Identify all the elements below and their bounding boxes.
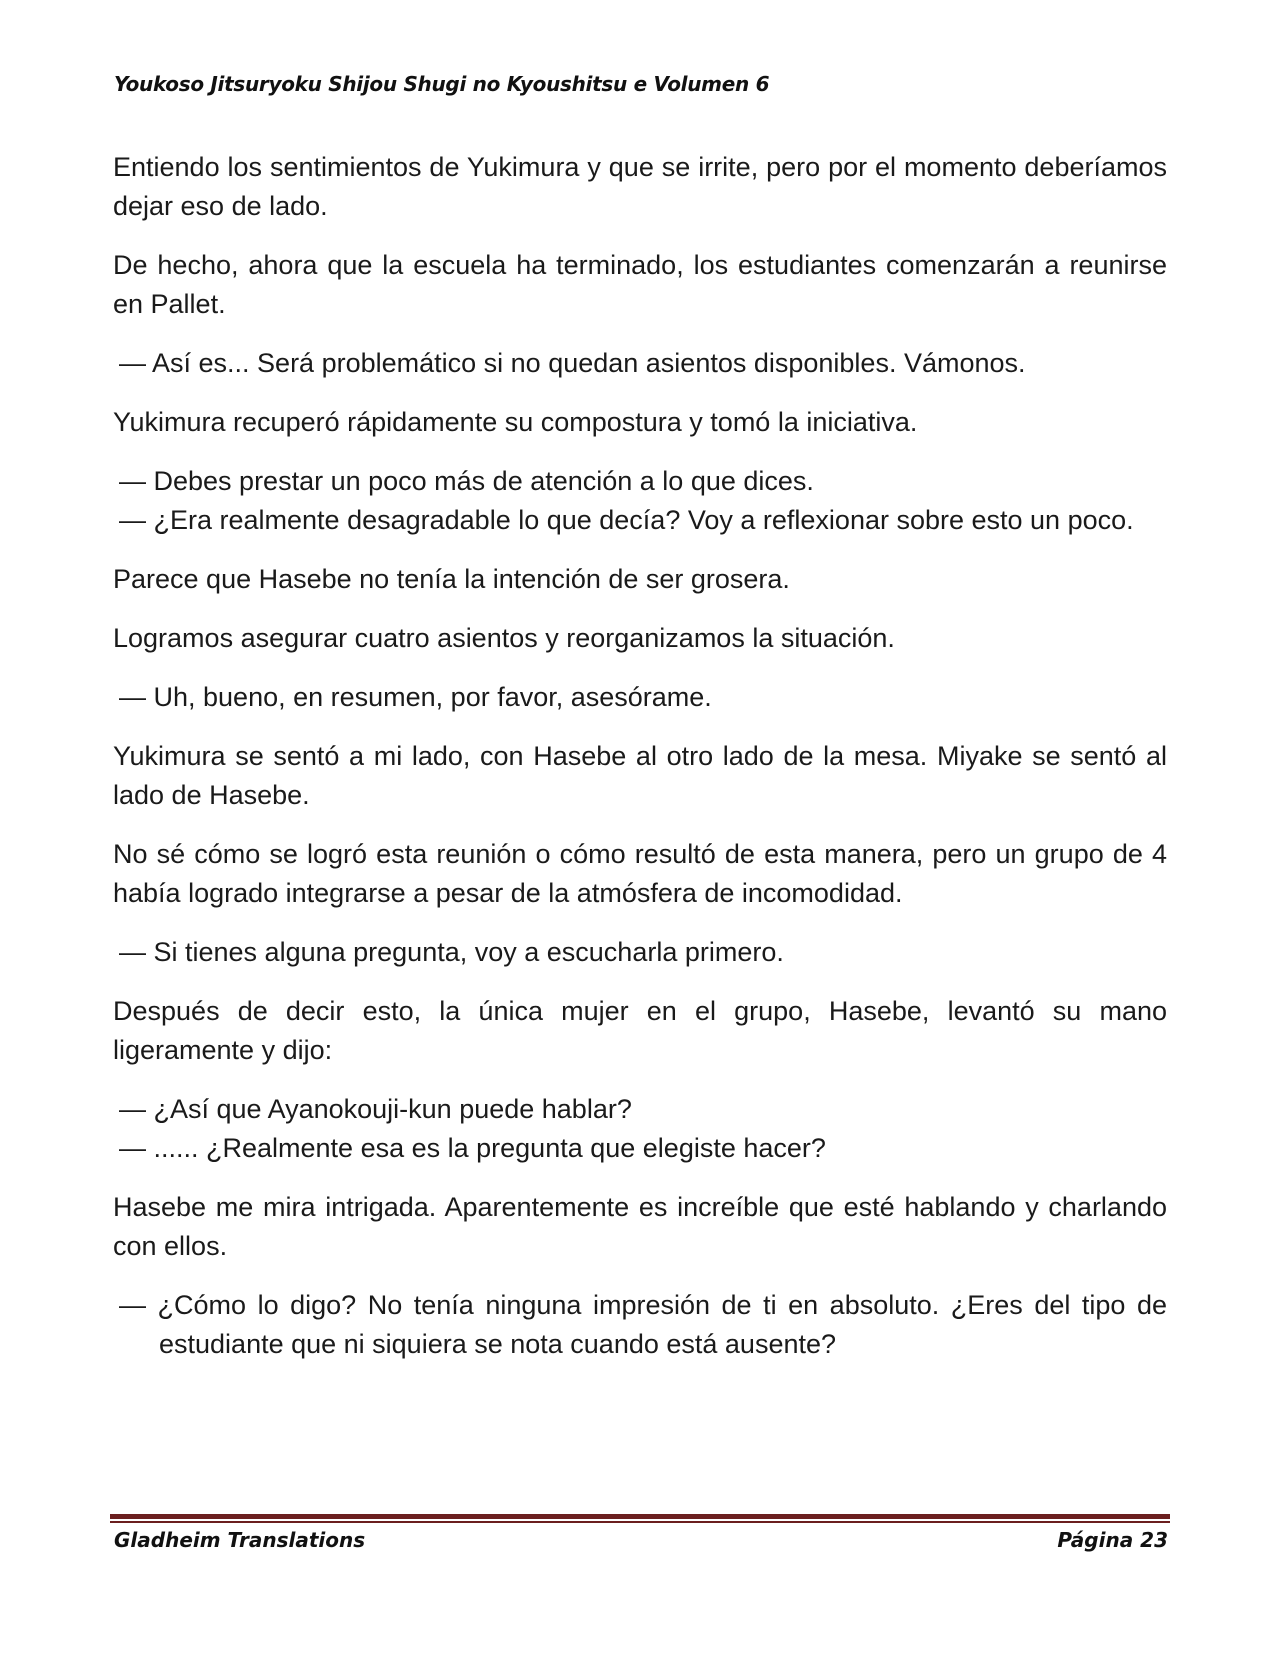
body-content [113,148,1167,1384]
paragraph: Parece que Hasebe no tenía la intención de ser grosera. [113,564,790,594]
paragraph: Hasebe me mira intrigada. Aparentemente es increíble que esté hablando y charlando con ellos. [113,1192,1167,1261]
dialog-group [113,1090,1167,1168]
dialog-line: — Debes prestar un poco más de atención a lo que dices. [119,466,814,496]
dialog-line: — ...... ¿Realmente esa es la pregunta que elegiste hacer? [119,1133,826,1163]
dialog-line: — ¿Así que Ayanokouji-kun puede hablar? [119,1094,632,1124]
paragraph: Yukimura se sentó a mi lado, con Hasebe al otro lado de la mesa. Miyake se sentó al lado de Hasebe. [113,741,1167,810]
dialog-line: — Uh, bueno, en resumen, por favor, asesórame. [119,682,712,712]
footer-publisher: Gladheim Translations [114,1528,366,1552]
paragraph: De hecho, ahora que la escuela ha terminado, los estudiantes comenzarán a reunirse en Pallet. [113,250,1167,319]
running-header: Youkoso Jitsuryoku Shijou Shugi no Kyoushitsu e Volumen 6 [114,72,770,96]
dialog-group [113,678,1167,717]
footer-rule [110,1514,1170,1519]
dialog-group [113,933,1167,972]
dialog-group [113,1286,1167,1364]
dialog-line: — Si tienes alguna pregunta, voy a escucharla primero. [119,937,784,967]
paragraph: Yukimura recuperó rápidamente su compostura y tomó la iniciativa. [113,407,918,437]
page-number: Página 23 [1057,1528,1168,1552]
dialog-line: — Así es... Será problemático si no quedan asientos disponibles. Vámonos. [119,348,1026,378]
paragraph: Después de decir esto, la única mujer en el grupo, Hasebe, levantó su mano ligeramente y dijo: [113,996,1167,1065]
dialog-line: — ¿Cómo lo digo? No tenía ninguna impresión de ti en absoluto. ¿Eres del tipo de estudiante que ni siquiera se nota cuando está ausente? [119,1290,1167,1359]
footer-rule-thin [110,1521,1170,1523]
paragraph: No sé cómo se logró esta reunión o cómo resultó de esta manera, pero un grupo de 4 había logrado integrarse a pesar de la atmósfera de incomodidad. [113,839,1167,908]
dialog-group [113,462,1167,540]
paragraph: Entiendo los sentimientos de Yukimura y que se irrite, pero por el momento deberíamos dejar eso de lado. [113,152,1167,221]
dialog-group [113,344,1167,383]
paragraph: Logramos asegurar cuatro asientos y reorganizamos la situación. [113,623,895,653]
dialog-line: — ¿Era realmente desagradable lo que decía? Voy a reflexionar sobre esto un poco. [119,505,1134,535]
